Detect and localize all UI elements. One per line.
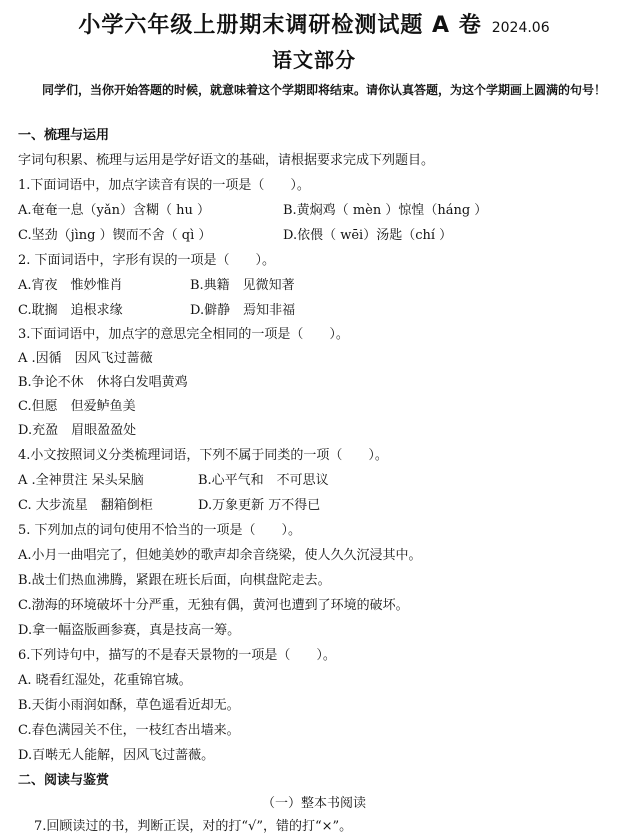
- q5-option-d: D.拿一幅盗版画参赛，真是技高一筹。: [18, 623, 241, 638]
- q3-option-b: B.争论不休 休将白发唱黄鸡: [18, 375, 188, 390]
- section2-subheading: （一）整本书阅读: [261, 796, 366, 811]
- q4-stem: 4.小文按照词义分类梳理词语，下列不属于同类的一项（ ）。: [18, 448, 388, 463]
- q1-options-row2: [18, 225, 618, 247]
- section1-heading: 一、梳理与运用: [18, 128, 110, 143]
- q1-option-b: B.黄焖鸡（ mèn ）惊惶（háng ）: [283, 203, 488, 218]
- q3-option-a: A .因循 因风飞过蔷薇: [18, 351, 153, 366]
- q2-option-b: B.典籍 见微知著: [190, 278, 295, 293]
- exam-title: [0, 8, 628, 39]
- intro-paragraph: 同学们，当你开始答题的时候，就意味着这个学期即将结束。请你认真答题，为这个学期画上圆满的句号！: [42, 83, 607, 97]
- q6-option-a: A. 晓看红湿处，花重锦官城。: [18, 673, 192, 688]
- q1-option-c: C.坚劲（jìng ）锲而不舍（ qì ）: [18, 228, 212, 243]
- q6-option-d: D.百啭无人能解，因风飞过蔷薇。: [18, 748, 215, 763]
- q2-option-a: A.宵夜 惟妙惟肖: [18, 278, 123, 293]
- q5-stem: 5. 下列加点的词句使用不恰当的一项是（ ）。: [18, 523, 302, 538]
- q4-option-d: D.万象更新 万不得已: [198, 498, 321, 513]
- q5-option-c: C.渤海的环境破坏十分严重，无独有偶，黄河也遭到了环境的破坏。: [18, 598, 409, 613]
- q4-options-row2: [18, 495, 618, 517]
- q2-stem: 2. 下面词语中，字形有误的一项是（ ）。: [18, 253, 276, 268]
- exam-date: 2024.06: [491, 20, 550, 36]
- q3-stem: 3.下面词语中，加点字的意思完全相同的一项是（ ）。: [18, 327, 349, 342]
- q1-option-d: D.依偎（ wēi）汤匙（chí ）: [283, 228, 453, 243]
- section2-heading: 二、阅读与鉴赏: [18, 773, 110, 788]
- q5-option-a: A.小月一曲唱完了，但她美妙的歌声却余音绕梁，使人久久沉浸其中。: [18, 548, 422, 563]
- q4-option-b: B.心平气和 不可思议: [198, 473, 329, 488]
- q3-option-d: D.充盈 眉眼盈盈处: [18, 423, 137, 438]
- section-subtitle: 语文部分: [272, 48, 356, 72]
- q2-options-row2: [18, 300, 618, 322]
- q3-option-c: C.但愿 但爱鲈鱼美: [18, 399, 136, 414]
- q5-option-b: B.战士们热血沸腾，紧跟在班长后面，向棋盘陀走去。: [18, 573, 331, 588]
- q4-option-a: A .全神贯注 呆头呆脑: [18, 473, 144, 488]
- q6-option-b: B.天街小雨润如酥，草色遥看近却无。: [18, 698, 240, 713]
- exam-title-text: 小学六年级上册期末调研检测试题 A 卷: [78, 13, 482, 38]
- section1-description: 字词句积累、梳理与运用是学好语文的基础，请根据要求完成下列题目。: [18, 153, 435, 168]
- q1-options-row1: [18, 200, 618, 222]
- q6-stem: 6.下列诗句中，描写的不是春天景物的一项是（ ）。: [18, 648, 336, 663]
- q1-stem: 1.下面词语中，加点字读音有误的一项是（ ）。: [18, 178, 310, 193]
- q1-option-a: A.奄奄一息（yǎn）含糊（ hu ）: [18, 203, 210, 218]
- q6-option-c: C.春色满园关不住，一枝红杏出墙来。: [18, 723, 240, 738]
- q2-options-row1: [18, 275, 618, 297]
- q2-option-d: D.僻静 焉知非福: [190, 303, 296, 318]
- q2-option-c: C.耽搁 追根求缘: [18, 303, 123, 318]
- q7-stem: 7.回顾读过的书，判断正误，对的打“√”，错的打“×”。: [34, 819, 353, 834]
- q4-options-row1: [18, 470, 618, 492]
- q4-option-c: C. 大步流星 翻箱倒柜: [18, 498, 153, 513]
